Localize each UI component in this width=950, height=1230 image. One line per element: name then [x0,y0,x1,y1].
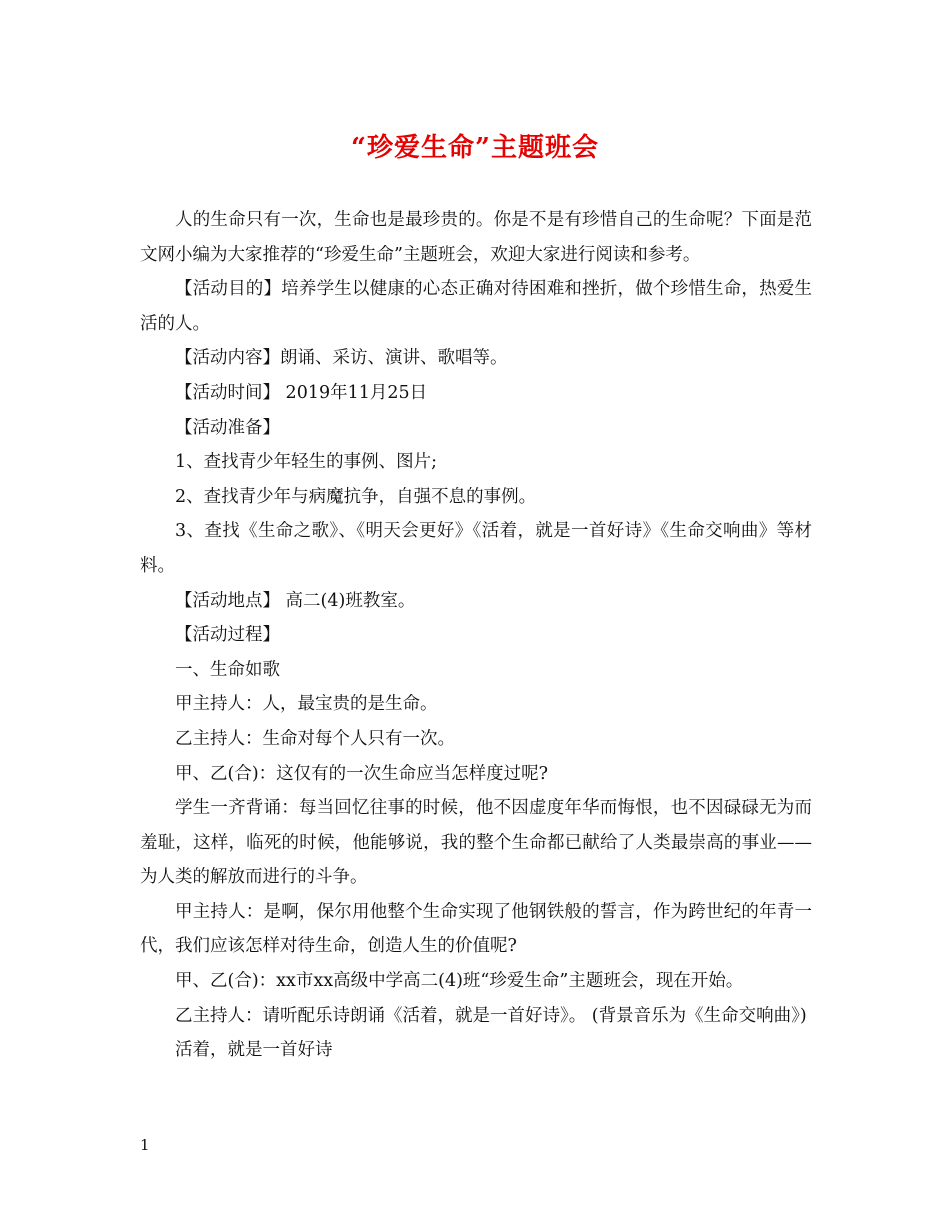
paragraph-activity-goal: 【活动目的】培养学生以健康的心态正确对待困难和挫折，做个珍惜生命，热爱生活的人。 [140,279,812,334]
paragraph-prep-1: 1、查找青少年轻生的事例、图片; [175,452,438,473]
paragraph-activity-time: 【活动时间】 2019年11月25日 [175,382,428,403]
page-number: 1 [140,1136,150,1154]
document-body [140,203,812,1068]
paragraph-prep-2: 2、查找青少年与病魔抗争，自强不息的事例。 [175,486,537,507]
paragraph-intro: 人的生命只有一次，生命也是最珍贵的。你是不是有珍惜自己的生命呢？下面是范文网小编为大家推荐的“珍爱生命”主题班会，欢迎大家进行阅读和参考。 [140,210,812,265]
paragraph-activity-process: 【活动过程】 [175,625,280,646]
paragraph-activity-location: 【活动地点】 高二(4)班教室。 [175,590,416,611]
paragraph-host-a-2: 甲主持人：是啊，保尔用他整个生命实现了他钢铁般的誓言，作为跨世纪的年青一代，我们应该怎样对待生命，创造人生的价值呢? [140,901,812,957]
paragraph-activity-content: 【活动内容】朗诵、采访、演讲、歌唱等。 [175,348,508,369]
paragraph-activity-prep: 【活动准备】 [175,417,280,438]
document-title: “珍爱生命”主题班会 [351,133,599,163]
paragraph-host-b-2: 乙主持人：请听配乐诗朗诵《活着，就是一首好诗》。 (背景音乐为《生命交响曲》) [175,1005,807,1026]
paragraph-host-a-1: 甲主持人：人，最宝贵的是生命。 [175,694,438,715]
paragraph-hosts-together-2: 甲、乙(合)：xx市xx高级中学高二(4)班“珍爱生命”主题班会，现在开始。 [175,971,744,992]
paragraph-section-1: 一、生命如歌 [175,659,280,680]
paragraph-poem-title: 活着，就是一首好诗 [175,1040,333,1061]
paragraph-students-recite: 学生一齐背诵：每当回忆往事的时候，他不因虚度年华而悔恨，也不因碌碌无为而羞耻，这样，临死的时候，他能够说，我的整个生命都已献给了人类最崇高的事业——为人类的解放而进行的斗争。 [140,798,812,888]
paragraph-host-b-1: 乙主持人：生命对每个人只有一次。 [175,728,455,749]
paragraph-hosts-together-1: 甲、乙(合)：这仅有的一次生命应当怎样度过呢? [175,763,549,784]
paragraph-prep-3: 3、查找《生命之歌》、《明天会更好》《活着，就是一首好诗》《生命交响曲》等材料。 [140,521,812,576]
